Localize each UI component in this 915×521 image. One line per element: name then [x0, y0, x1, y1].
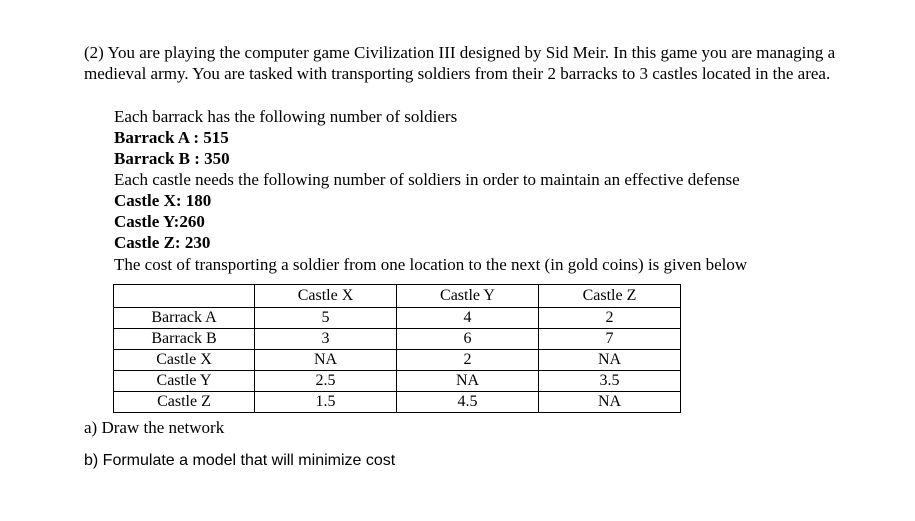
castles-intro: Each castle needs the following number of soldiers in order to maintain an effective defense: [114, 170, 740, 189]
row-label: Castle Z: [114, 392, 255, 413]
castle-z-requirement: Castle Z: 230: [114, 233, 211, 252]
cost-table: [113, 284, 681, 413]
table-cell: NA: [539, 350, 681, 371]
table-cell: NA: [255, 350, 397, 371]
table-cell: 1.5: [255, 392, 397, 413]
table-row: [114, 350, 681, 371]
barrack-a-count: Barrack A : 515: [114, 128, 229, 147]
row-label: Castle X: [114, 350, 255, 371]
barracks-intro: Each barrack has the following number of soldiers: [114, 107, 458, 126]
table-row: [114, 308, 681, 329]
table-cell: 2.5: [255, 371, 397, 392]
cost-intro: The cost of transporting a soldier from one location to the next (in gold coins) is given below: [114, 255, 748, 274]
table-cell: 3: [255, 329, 397, 350]
table-cell: 2: [397, 350, 539, 371]
row-label: Castle Y: [114, 371, 255, 392]
table-cell: 3.5: [539, 371, 681, 392]
table-header-cell: [114, 285, 255, 308]
table-row: [114, 392, 681, 413]
table-header-cell: Castle X: [255, 285, 397, 308]
problem-intro: (2) You are playing the computer game Civilization III designed by Sid Meir. In this game you are managing a medieval army. You are tasked with transporting soldiers from their 2 barracks to 3 castles located in the area.: [84, 43, 836, 83]
table-header-cell: Castle Z: [539, 285, 681, 308]
table-row: [114, 329, 681, 350]
table-cell: NA: [539, 392, 681, 413]
table-header-row: [114, 285, 681, 308]
table-cell: 4: [397, 308, 539, 329]
question-b: b) Formulate a model that will minimize cost: [84, 452, 396, 469]
row-label: Barrack B: [114, 329, 255, 350]
table-cell: 5: [255, 308, 397, 329]
table-row: [114, 371, 681, 392]
table-cell: 2: [539, 308, 681, 329]
castle-y-requirement: Castle Y:260: [114, 212, 205, 231]
table-header-cell: Castle Y: [397, 285, 539, 308]
table-cell: 6: [397, 329, 539, 350]
table-cell: 4.5: [397, 392, 539, 413]
table-cell: NA: [397, 371, 539, 392]
barrack-b-count: Barrack B : 350: [114, 149, 230, 168]
castle-x-requirement: Castle X: 180: [114, 191, 212, 210]
row-label: Barrack A: [114, 308, 255, 329]
table-cell: 7: [539, 329, 681, 350]
question-a: a) Draw the network: [84, 418, 225, 437]
